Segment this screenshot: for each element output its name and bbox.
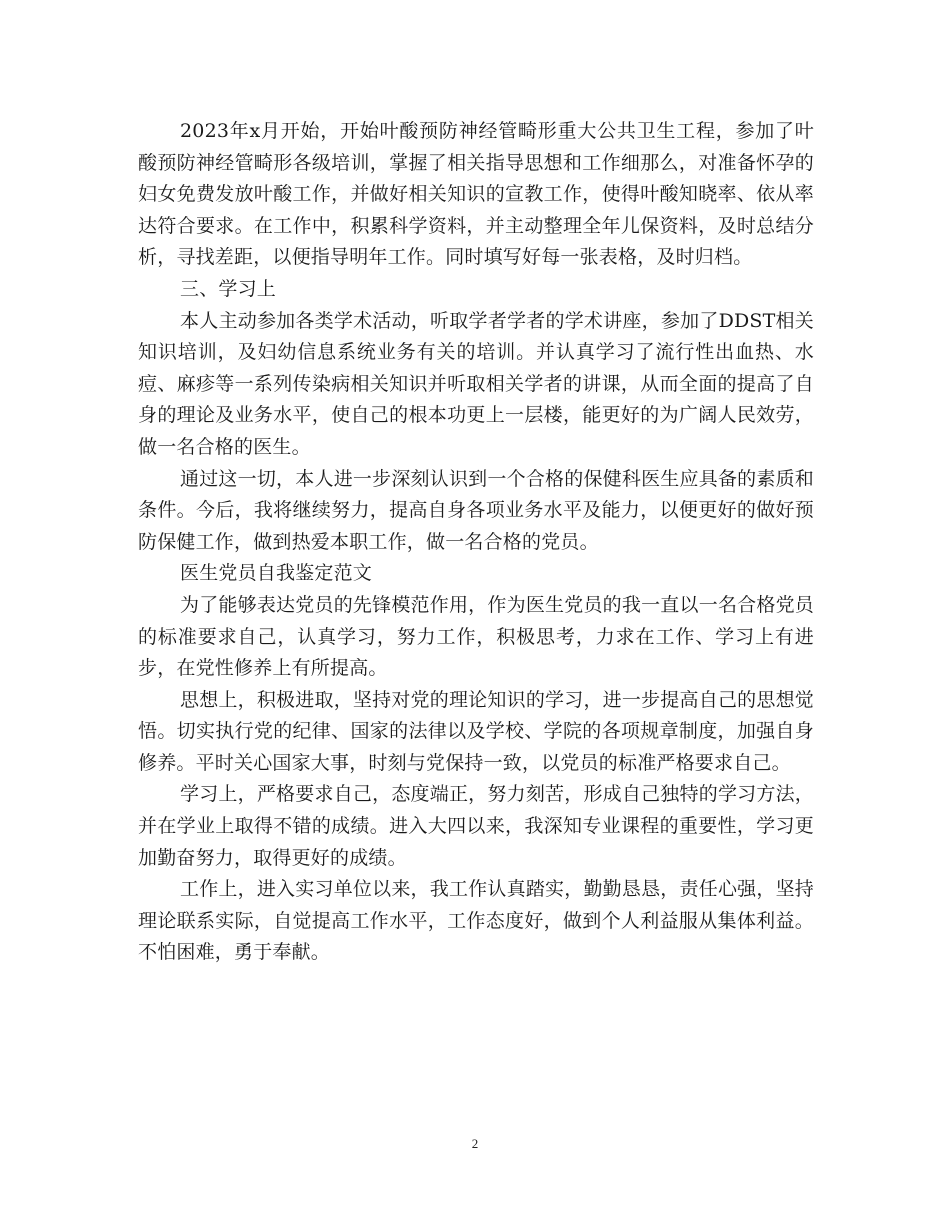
document-body bbox=[138, 116, 814, 969]
paragraph-academic-activities: 本人主动参加各类学术活动，听取学者学者的学术讲座，参加了DDST相关知识培训，及妇幼信息系统业务有关的培训。并认真学习了流行性出血热、水痘、麻疹等一系列传染病相关知识并听取相关学者的讲课，从而全面的提高了自身的理论及业务水平，使自己的根本功更上一层楼，能更好的为广阔人民效劳，做一名合格的医生。 bbox=[138, 309, 814, 458]
page-number: 2 bbox=[471, 1136, 479, 1151]
paragraph-work: 工作上，进入实习单位以来，我工作认真踏实，勤勤恳恳，责任心强，坚持理论联系实际，自觉提高工作水平，工作态度好，做到个人利益服从集体利益。不怕困难，勇于奉献。 bbox=[138, 878, 814, 964]
paragraph-intro: 为了能够表达党员的先锋模范作用，作为医生党员的我一直以一名合格党员的标准要求自己，认真学习，努力工作，积极思考，力求在工作、学习上有进步，在党性修养上有所提高。 bbox=[138, 593, 814, 680]
paragraph-conclusion: 通过这一切，本人进一步深刻认识到一个合格的保健科医生应具备的素质和条件。今后，我将继续努力，提高自身各项业务水平及能力，以便更好的做好预防保健工作，做到热爱本职工作，做一名合格的党员。 bbox=[138, 467, 814, 553]
paragraph-study: 学习上，严格要求自己，态度端正，努力刻苦，形成自己独特的学习方法，并在学业上取得不错的成绩。进入大四以来，我深知专业课程的重要性，学习更加勤奋努力，取得更好的成绩。 bbox=[138, 783, 814, 869]
paragraph-folic-acid-project: 2023年x月开始，开始叶酸预防神经管畸形重大公共卫生工程，参加了叶酸预防神经管畸形各级培训，掌握了相关指导思想和工作细那么，对准备怀孕的妇女免费发放叶酸工作，并做好相关知识的宣教工作，使得叶酸知晓率、依从率达符合要求。在工作中，积累科学资料，并主动整理全年儿保资料，及时总结分析，寻找差距，以便指导明年工作。同时填写好每一张表格，及时归档。 bbox=[138, 120, 814, 269]
paragraph-ideology: 思想上，积极进取，坚持对党的理论知识的学习，进一步提高自己的思想觉悟。切实执行党的纪律、国家的法律以及学校、学院的各项规章制度，加强自身修养。平时关心国家大事，时刻与党保持一致，以党员的标准严格要求自己。 bbox=[138, 688, 814, 774]
article-title-self-appraisal: 医生党员自我鉴定范文 bbox=[180, 562, 373, 585]
section-heading-study: 三、学习上 bbox=[180, 277, 277, 300]
